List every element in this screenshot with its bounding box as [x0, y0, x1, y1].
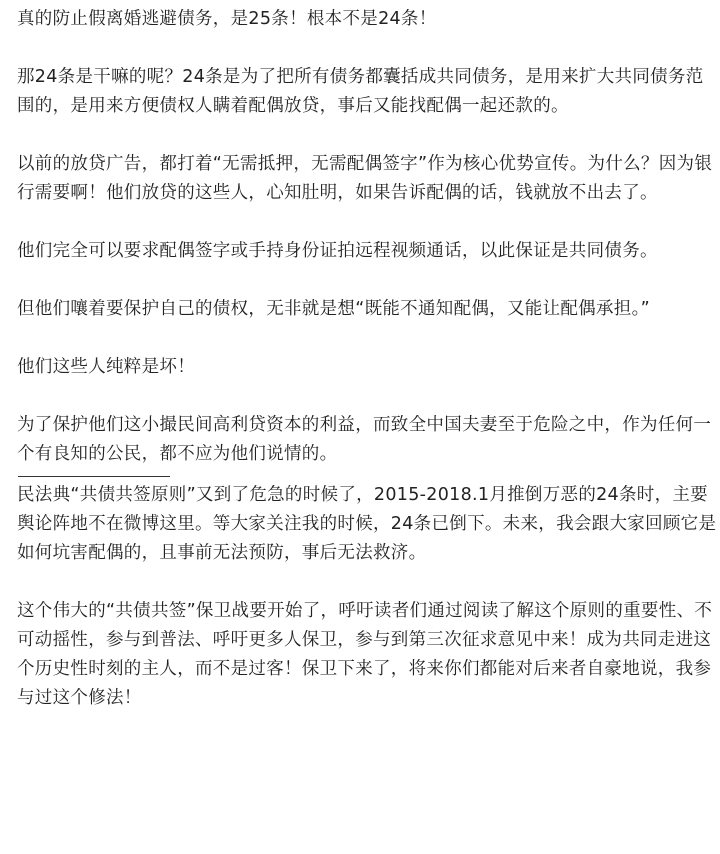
paragraph-article-24-purpose: 那24条是干嘛的呢？24条是为了把所有债务都囊括成共同债务，是用来扩大共同债务范围的，是用来方便债权人瞒着配偶放贷，事后又能找配偶一起还款的。 — [17, 67, 704, 116]
paragraph-article-25: 真的防止假离婚逃避债务，是25条！根本不是24条！ — [17, 9, 437, 29]
paragraph-conscience: 为了保护他们这小撮民间高利贷资本的利益，而致全中国夫妻至于危险之中，作为任何一个有良知的公民，都不应为他们说情的。 — [17, 415, 712, 464]
paragraph-loan-ads: 以前的放贷广告，都打着“无需抵押，无需配偶签字”作为核心优势宣传。为什么？因为银行需要啊！他们放贷的这些人，心知肚明，如果告诉配偶的话，钱就放不出去了。 — [17, 154, 713, 203]
paragraph-spouse-signature: 他们完全可以要求配偶签字或手持身份证拍远程视频通话，以此保证是共同债务。 — [17, 241, 658, 261]
paragraph-verdict: 他们这些人纯粹是坏！ — [17, 357, 195, 377]
section-divider — [18, 476, 170, 477]
paragraph-creditor-claims: 但他们嚷着要保护自己的债权，无非就是想“既能不通知配偶，又能让配偶承担。” — [17, 299, 650, 319]
article-body — [17, 5, 717, 742]
paragraph-call-to-action: 这个伟大的“共债共签”保卫战要开始了，呼吁读者们通过阅读了解这个原则的重要性、不可动摇性，参与到普法、呼吁更多人保卫，参与到第三次征求意见中来！成为共同走进这个历史性时刻的主人，而不是过客！保卫下来了，将来你们都能对后来者自豪地说，我参与过这个修法！ — [17, 601, 713, 708]
paragraph-civil-code: 民法典“共债共签原则”又到了危急的时候了，2015-2018.1月推倒万恶的24条时，主要舆论阵地不在微博这里。等大家关注我的时候，24条已倒下。未来，我会跟大家回顾它是如何坑害配偶的，且事前无法预防，事后无法救济。 — [17, 485, 717, 563]
